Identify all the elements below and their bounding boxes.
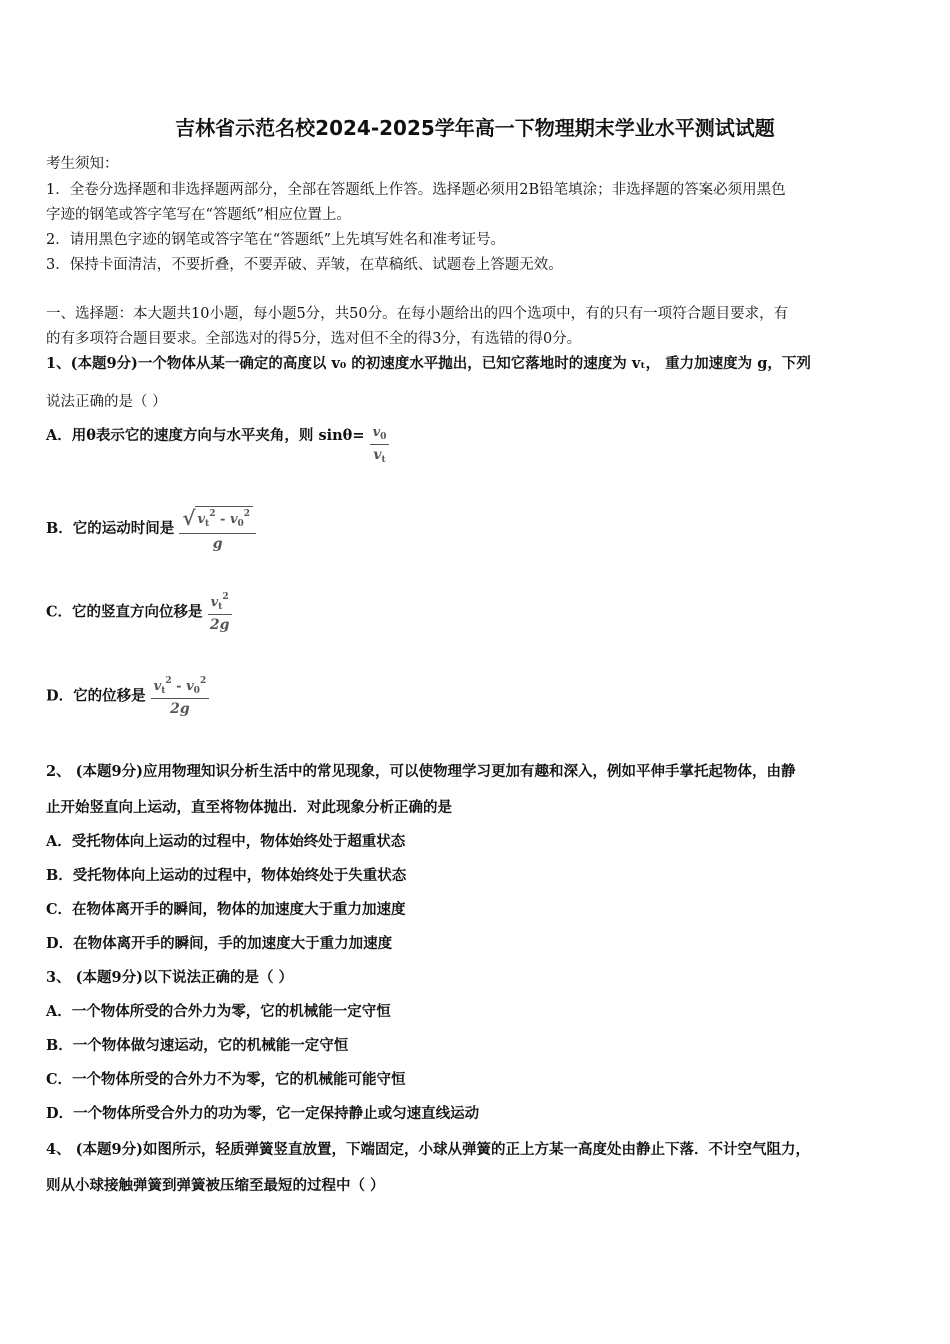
q2-option-a: A．受托物体向上运动的过程中，物体始终处于超重状态	[46, 833, 406, 850]
notice-item: 2．请用黑色字迹的钢笔或答字笔在“答题纸”上先填写姓名和准考证号。	[46, 232, 506, 248]
q3-stem: 3、 (本题9分)以下说法正确的是（ ）	[46, 969, 293, 986]
q3-option-b: B．一个物体做匀速运动，它的机械能一定守恒	[46, 1037, 349, 1054]
q3-option-a: A．一个物体所受的合外力为零，它的机械能一定守恒	[46, 1003, 391, 1020]
q1-option-a-text: A．用θ表示它的速度方向与水平夹角，则 sinθ=	[46, 427, 365, 444]
q1-option-c-text: C．它的竖直方向位移是	[46, 603, 203, 621]
q3-option-d: D．一个物体所受合外力的功为零，它一定保持静止或匀速直线运动	[46, 1105, 480, 1122]
q1-option-d-text: D．它的位移是	[46, 687, 146, 705]
notice-item: 字迹的钢笔或答字笔写在“答题纸”相应位置上。	[46, 207, 351, 223]
section-instructions: 一、选择题：本大题共10小题，每小题5分，共50分。在每小题给出的四个选项中，有的只有一项符合题目要求，有	[46, 306, 789, 322]
q1-stem: 1、(本题9分)一个物体从某一确定的高度以 v₀ 的初速度水平抛出，已知它落地时的速度为 vₜ， 重力加速度为 g，下列	[46, 355, 811, 372]
formula-sqrt-over-g: $\frac{√ v_t^2 - v_0^2}{g}$	[179, 506, 256, 552]
q1-option-a	[46, 424, 389, 465]
formula-vt2-minus-v02-over-2g: $\frac{v_t^2 - v_0^2}{2g}$	[151, 676, 210, 717]
q2-option-b: B．受托物体向上运动的过程中，物体始终处于失重状态	[46, 867, 407, 884]
q1-stem: 说法正确的是（ ）	[46, 394, 167, 410]
q2-stem: 止开始竖直向上运动，直至将物体抛出．对此现象分析正确的是	[46, 799, 452, 816]
formula-vt2-over-2g: $\frac{v_t^2}{2g}$	[208, 592, 232, 633]
q1-option-d	[46, 676, 209, 717]
section-instructions: 的有多项符合题目要求。全部选对的得5分，选对但不全的得3分，有选错的得0分。	[46, 331, 582, 347]
q1-option-b	[46, 506, 256, 552]
q2-option-c: C．在物体离开手的瞬间，物体的加速度大于重力加速度	[46, 901, 406, 918]
q4-stem: 则从小球接触弹簧到弹簧被压缩至最短的过程中（ ）	[46, 1177, 385, 1194]
q4-stem: 4、 (本题9分)如图所示，轻质弹簧竖直放置，下端固定，小球从弹簧的正上方某一高度处由静止下落．不计空气阻力，	[46, 1141, 810, 1158]
notice-item: 3．保持卡面清洁，不要折叠，不要弄破、弄皱，在草稿纸、试题卷上答题无效。	[46, 257, 563, 273]
notice-heading: 考生须知：	[46, 156, 119, 172]
q2-stem: 2、 (本题9分)应用物理知识分析生活中的常见现象，可以使物理学习更加有趣和深入，例如平伸手掌托起物体，由静	[46, 763, 796, 780]
q1-option-c	[46, 592, 232, 633]
q2-option-d: D．在物体离开手的瞬间，手的加速度大于重力加速度	[46, 935, 393, 952]
q1-option-b-text: B．它的运动时间是	[46, 520, 175, 537]
q3-option-c: C．一个物体所受的合外力不为零，它的机械能可能守恒	[46, 1071, 406, 1088]
notice-item: 1．全卷分选择题和非选择题两部分，全部在答题纸上作答。选择题必须用2B铅笔填涂；非选择题的答案必须用黑色	[46, 182, 786, 198]
formula-v0-over-vt: $\frac{v_0}{v_t}$	[370, 425, 390, 465]
page-title: 吉林省示范名校2024-2025学年高一下物理期末学业水平测试试题	[175, 116, 775, 140]
